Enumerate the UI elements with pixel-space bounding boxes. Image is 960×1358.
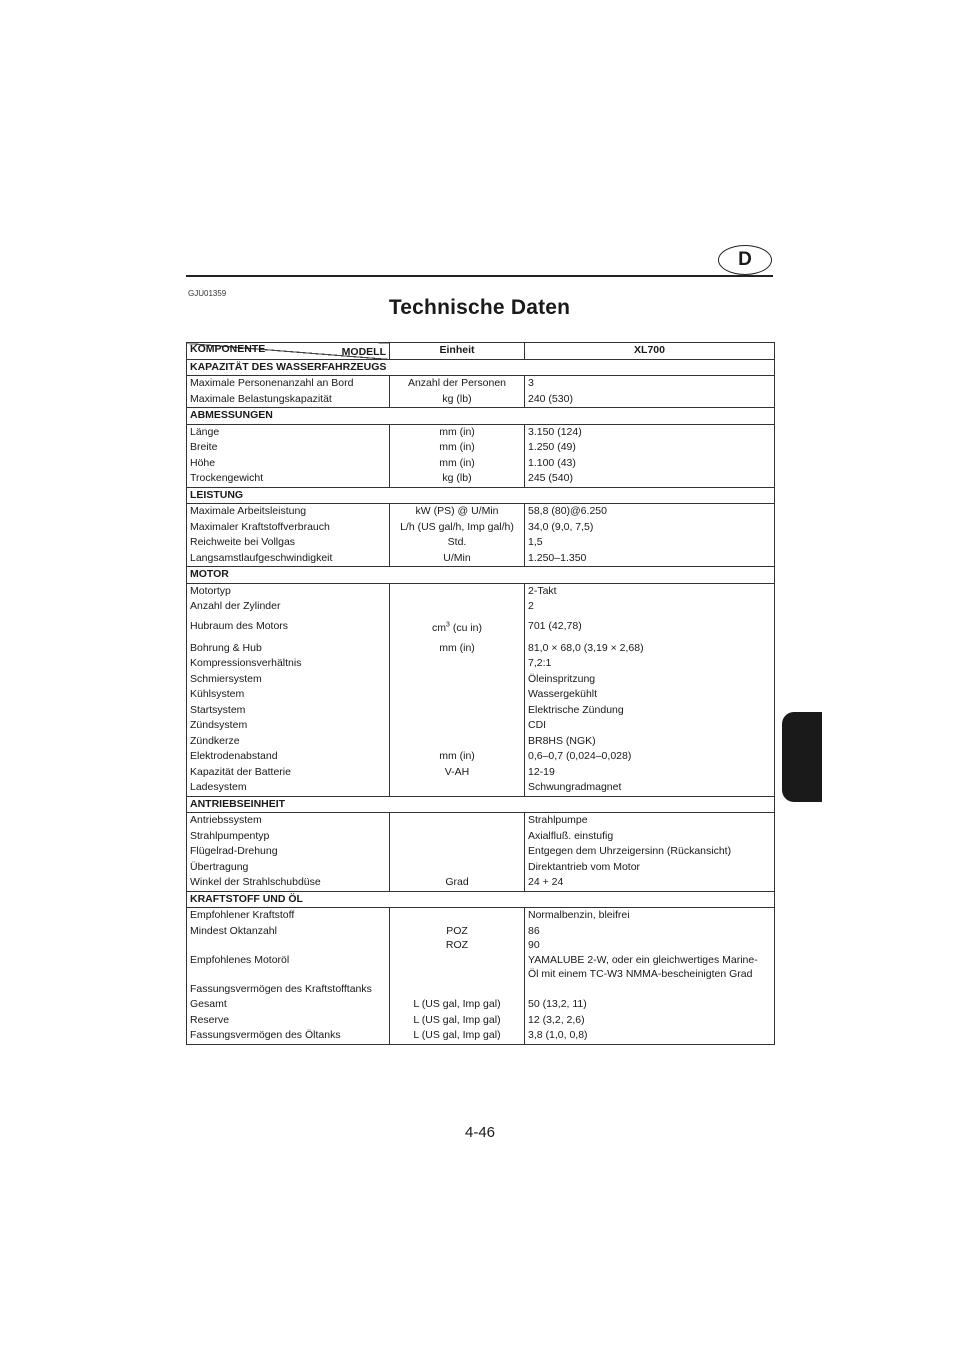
value-cell: 1.250 (49) [528, 441, 576, 453]
component-cell: Fassungsvermögen des Kraftstofftanks [187, 982, 390, 998]
value-cell: 34,0 (9,0, 7,5) [528, 520, 594, 533]
unit-cell [390, 982, 525, 998]
table-row [187, 780, 775, 796]
component-cell: Trockengewicht [187, 471, 390, 487]
table-row [187, 749, 775, 765]
section-row [187, 408, 775, 425]
unit-cell: mm (in) [390, 424, 525, 440]
component-cell: Gesamt [187, 997, 390, 1013]
language-badge: D [718, 245, 772, 275]
component-cell: Hubraum des Motors [187, 615, 390, 641]
component-cell: Antriebssystem [187, 813, 390, 829]
value-cell: 50 (13,2, 11) [528, 998, 587, 1010]
value-cell: 0,6–0,7 (0,024–0,028) [528, 750, 632, 762]
chapter-tab [782, 712, 822, 802]
table-row [187, 551, 775, 567]
unit-cell: L (US gal, Imp gal) [390, 997, 525, 1013]
component-cell: Motortyp [187, 583, 390, 599]
table-row [187, 424, 775, 440]
unit-cell: kg (lb) [390, 392, 525, 408]
table-row [187, 860, 775, 876]
page-title: Technische Daten [388, 296, 571, 319]
component-cell: Breite [187, 440, 390, 456]
value-cell: 12 (3,2, 2,6) [528, 1013, 585, 1026]
unit-cell: kW (PS) @ U/Min [390, 504, 525, 520]
header-einheit: Einheit [390, 343, 525, 360]
table-row [187, 765, 775, 781]
value-cell: 58,8 (80)@6.250 [528, 505, 607, 517]
table-row [187, 1028, 775, 1044]
unit-cell [390, 780, 525, 796]
table-row [187, 376, 775, 392]
value-cell: CDI [528, 719, 547, 731]
unit-cell [390, 599, 525, 615]
unit-cell [390, 703, 525, 719]
component-cell: Kompressionsverhältnis [187, 656, 390, 672]
table-row [187, 982, 775, 998]
table-row [187, 520, 775, 536]
section-row [187, 567, 775, 584]
section-row [187, 891, 775, 908]
table-row [187, 615, 775, 641]
section-row [187, 487, 775, 504]
value-cell: 245 (540) [528, 472, 573, 484]
table-row [187, 687, 775, 703]
unit-cell [390, 908, 525, 924]
header-rule [186, 275, 773, 277]
table-header [187, 343, 775, 360]
component-cell: Schmiersystem [187, 672, 390, 688]
unit-cell [390, 734, 525, 750]
table-row [187, 953, 775, 982]
unit-cell: L/h (US gal/h, Imp gal/h) [390, 520, 525, 536]
unit-cell: Grad [390, 875, 525, 891]
value-cell [525, 982, 775, 998]
table-row [187, 875, 775, 891]
component-cell: Anzahl der Zylinder [187, 599, 390, 615]
unit-cell: mm (in) [390, 456, 525, 472]
value-cell: 701 (42,78) [528, 619, 582, 632]
component-cell: Fassungsvermögen des Öltanks [187, 1028, 390, 1044]
table-row [187, 924, 775, 953]
unit-cell [390, 583, 525, 599]
table-row [187, 440, 775, 456]
component-cell: Bohrung & Hub [187, 641, 390, 657]
unit-cell: U/Min [390, 551, 525, 567]
unit-cell: kg (lb) [390, 471, 525, 487]
table-row [187, 392, 775, 408]
component-cell: Ladesystem [187, 780, 390, 796]
table-row [187, 734, 775, 750]
table-row [187, 1013, 775, 1029]
unit-cell [390, 829, 525, 845]
spec-table [186, 342, 775, 1045]
unit-cell: POZ ROZ [390, 924, 525, 953]
value-cell: YAMALUBE 2-W, oder ein gleichwertiges Marine- Öl mit einem TC-W3 NMMA-bescheinigten Grad [528, 953, 758, 980]
value-cell: Strahlpumpe [528, 814, 588, 826]
unit-cell [390, 860, 525, 876]
component-cell: Kühlsystem [187, 687, 390, 703]
component-cell: Zündkerze [187, 734, 390, 750]
table-row [187, 672, 775, 688]
value-cell: Elektrische Zündung [528, 703, 624, 716]
page-number: 4-46 [464, 1124, 496, 1141]
header-komponente: KOMPONENTE [190, 342, 266, 355]
section-title: KRAFTSTOFF UND ÖL [187, 891, 775, 908]
value-cell: Öleinspritzung [528, 672, 596, 685]
component-cell: Startsystem [187, 703, 390, 719]
value-cell: 81,0 × 68,0 (3,19 × 2,68) [528, 641, 644, 654]
table-row [187, 656, 775, 672]
table-row [187, 535, 775, 551]
component-cell: Flügelrad-Drehung [187, 844, 390, 860]
component-cell: Maximaler Kraftstoffverbrauch [187, 520, 390, 536]
value-cell: Normalbenzin, bleifrei [528, 909, 630, 921]
value-cell: Wassergekühlt [528, 688, 598, 700]
table-row [187, 504, 775, 520]
section-title: KAPAZITÄT DES WASSERFAHRZEUGS [187, 359, 775, 376]
value-cell: 12-19 [528, 765, 555, 778]
value-cell: Direktantrieb vom Motor [528, 860, 641, 873]
table-row [187, 599, 775, 615]
component-cell: Langsamstlaufgeschwindigkeit [187, 551, 390, 567]
section-title: ABMESSUNGEN [187, 408, 775, 425]
component-cell: Mindest Oktanzahl [187, 924, 390, 953]
table-row [187, 718, 775, 734]
value-cell: 86 90 [528, 924, 540, 951]
header-diagonal-cell [187, 343, 390, 360]
section-row [187, 796, 775, 813]
unit-cell [390, 844, 525, 860]
value-cell: 240 (530) [528, 392, 573, 405]
component-cell: Winkel der Strahlschubdüse [187, 875, 390, 891]
value-cell: 3.150 (124) [528, 425, 582, 438]
unit-cell [390, 953, 525, 982]
value-cell: 1.100 (43) [528, 456, 576, 469]
component-cell: Kapazität der Batterie [187, 765, 390, 781]
unit-cell: mm (in) [390, 641, 525, 657]
table-row [187, 829, 775, 845]
component-cell: Maximale Personenanzahl an Bord [187, 376, 390, 392]
unit-cell: L (US gal, Imp gal) [390, 1028, 525, 1044]
unit-cell: V-AH [390, 765, 525, 781]
unit-cell [390, 656, 525, 672]
component-cell: Zündsystem [187, 718, 390, 734]
table-row [187, 813, 775, 829]
unit-cell: mm (in) [390, 440, 525, 456]
value-cell: BR8HS (NGK) [528, 734, 596, 747]
table-row [187, 908, 775, 924]
component-cell: Empfohlener Kraftstoff [187, 908, 390, 924]
table-row [187, 844, 775, 860]
unit-cell: Std. [390, 535, 525, 551]
table-row [187, 456, 775, 472]
header-model: XL700 [525, 343, 775, 360]
value-cell: 2-Takt [528, 584, 557, 597]
component-cell: Höhe [187, 456, 390, 472]
component-cell: Strahlpumpentyp [187, 829, 390, 845]
table-row [187, 703, 775, 719]
value-cell: 3 [528, 377, 534, 389]
table-row [187, 583, 775, 599]
value-cell: 3,8 (1,0, 0,8) [528, 1029, 588, 1041]
section-row [187, 359, 775, 376]
component-cell: Übertragung [187, 860, 390, 876]
unit-cell: mm (in) [390, 749, 525, 765]
value-cell: 1.250–1.350 [528, 551, 587, 564]
value-cell: Schwungradmagnet [528, 781, 622, 793]
section-title: LEISTUNG [187, 487, 775, 504]
unit-cell [390, 718, 525, 734]
component-cell: Elektrodenabstand [187, 749, 390, 765]
table-row [187, 997, 775, 1013]
value-cell: 1,5 [528, 536, 543, 548]
unit-cell [390, 687, 525, 703]
value-cell: Axialfluß. einstufig [528, 829, 614, 842]
value-cell: Entgegen dem Uhrzeigersinn (Rückansicht) [528, 845, 732, 857]
table-row [187, 641, 775, 657]
value-cell: 2 [528, 600, 534, 612]
value-cell: 24 + 24 [528, 876, 564, 888]
document-code: GJU01359 [188, 289, 227, 298]
unit-cell [390, 672, 525, 688]
component-cell: Maximale Arbeitsleistung [187, 504, 390, 520]
component-cell: Länge [187, 424, 390, 440]
component-cell: Empfohlenes Motoröl [187, 953, 390, 982]
component-cell: Maximale Belastungskapazität [187, 392, 390, 408]
unit-cell [390, 813, 525, 829]
unit-cell: L (US gal, Imp gal) [390, 1013, 525, 1029]
value-cell: 7,2:1 [528, 657, 552, 669]
unit-cell: $cm^3$ (cu in) [390, 615, 525, 641]
component-cell: Reichweite bei Vollgas [187, 535, 390, 551]
section-title: MOTOR [187, 567, 775, 584]
component-cell: Reserve [187, 1013, 390, 1029]
section-title: ANTRIEBSEINHEIT [187, 796, 775, 813]
unit-cell: Anzahl der Personen [390, 376, 525, 392]
table-row [187, 471, 775, 487]
header-modell: MODELL [341, 346, 386, 358]
